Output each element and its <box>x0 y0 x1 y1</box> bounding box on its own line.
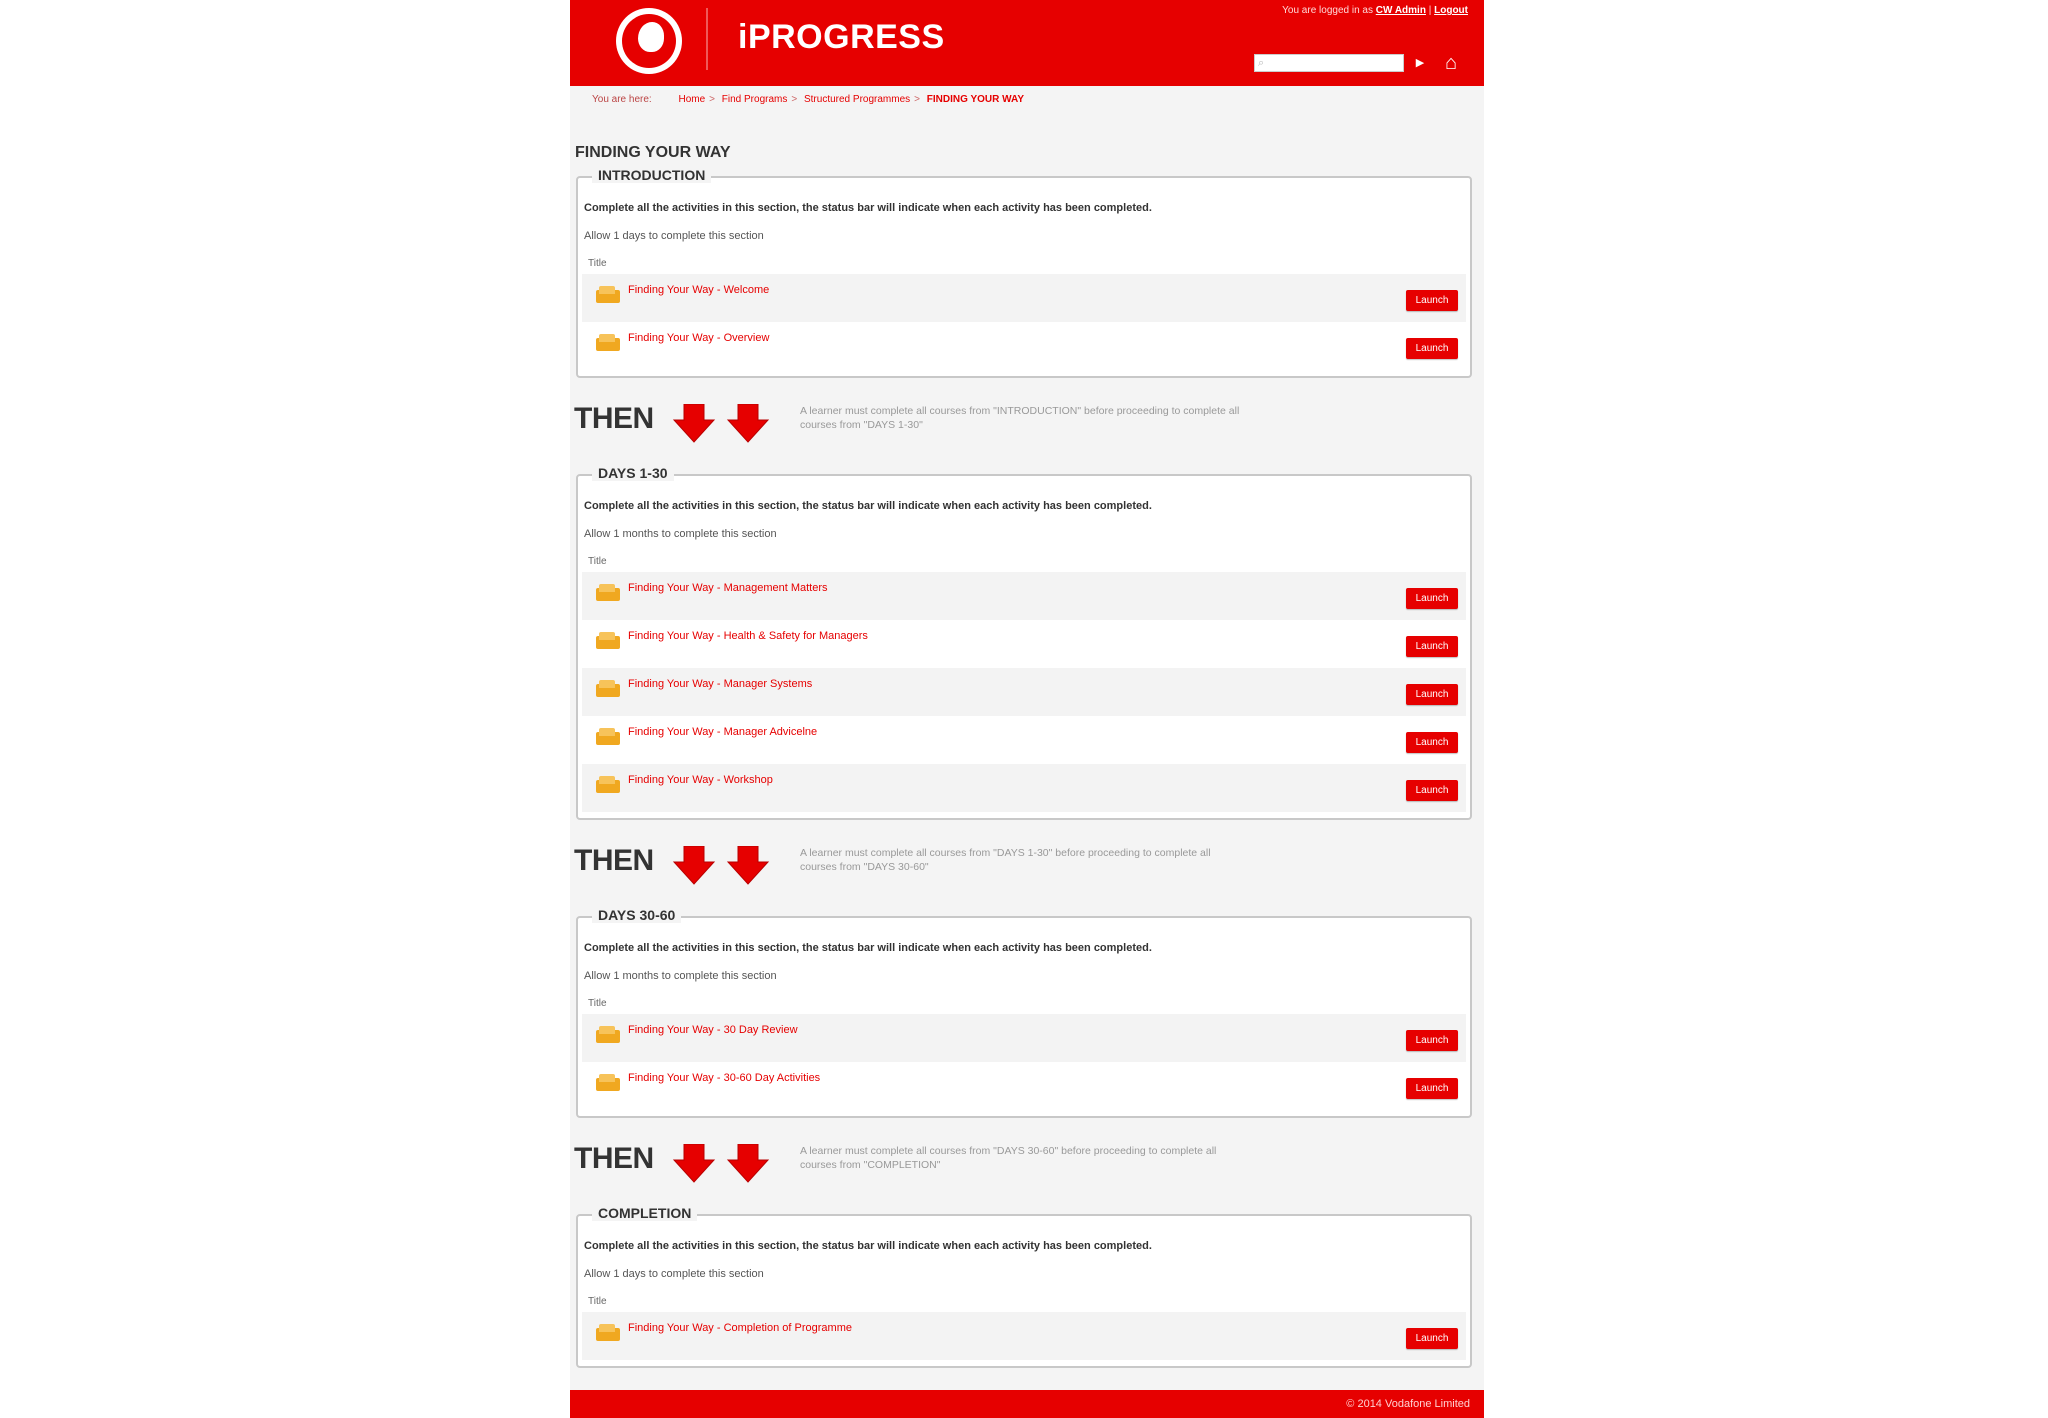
section-heading: COMPLETION <box>592 1205 697 1221</box>
launch-button[interactable]: Launch <box>1406 588 1458 609</box>
section-days-1-30 <box>576 465 1472 820</box>
then-label: THEN <box>574 844 654 877</box>
folder-icon <box>596 1074 620 1091</box>
launch-button[interactable]: Launch <box>1406 780 1458 801</box>
search-input[interactable] <box>1254 54 1404 72</box>
column-header-title: Title <box>588 556 607 567</box>
vodafone-logo[interactable] <box>616 8 682 74</box>
breadcrumb-find-programs[interactable]: Find Programs <box>721 94 788 105</box>
folder-icon <box>596 334 620 351</box>
folder-icon <box>596 632 620 649</box>
folder-icon <box>596 776 620 793</box>
breadcrumb-label: You are here: <box>592 94 652 105</box>
header-divider <box>706 8 708 70</box>
section-completion <box>576 1205 1472 1368</box>
activity-row <box>582 274 1466 322</box>
activity-row <box>582 322 1466 370</box>
section-allowance: Allow 1 months to complete this section <box>584 970 777 982</box>
logout-link[interactable]: Logout <box>1434 5 1468 16</box>
folder-icon <box>596 728 620 745</box>
launch-button[interactable]: Launch <box>1406 684 1458 705</box>
app-title: iPROGRESS <box>738 18 945 56</box>
breadcrumb-current: FINDING YOUR WAY <box>926 94 1025 105</box>
login-separator: | <box>1428 5 1432 16</box>
user-name-link[interactable]: CW Admin <box>1375 5 1426 16</box>
folder-icon <box>596 1324 620 1341</box>
column-header-title: Title <box>588 998 607 1009</box>
activity-title-link[interactable]: Finding Your Way - Health & Safety for Managers <box>628 630 868 642</box>
then-label: THEN <box>574 1142 654 1175</box>
down-arrow-icon <box>726 1144 770 1184</box>
prerequisite-note: A learner must complete all courses from "DAYS 30-60" before proceeding to complete all courses from "COMPLETION" <box>800 1145 1217 1171</box>
down-arrow-icon <box>672 1144 716 1184</box>
section-heading: DAYS 1-30 <box>592 465 674 481</box>
down-arrow-icon <box>672 846 716 886</box>
folder-icon <box>596 680 620 697</box>
section-heading: DAYS 30-60 <box>592 907 681 923</box>
breadcrumb <box>592 94 1024 105</box>
activity-list <box>582 572 1466 812</box>
login-prefix: You are logged in as <box>1282 5 1373 16</box>
column-header-title: Title <box>588 258 607 269</box>
search-icon: ⌕ <box>1258 57 1265 69</box>
section-description: Complete all the activities in this section, the status bar will indicate when each activity has been completed. <box>584 942 1152 954</box>
folder-icon <box>596 286 620 303</box>
down-arrow-icon <box>726 404 770 444</box>
section-days-30-60 <box>576 907 1472 1118</box>
activity-list <box>582 1014 1466 1110</box>
activity-title-link[interactable]: Finding Your Way - Manager Advicelne <box>628 726 818 738</box>
launch-button[interactable]: Launch <box>1406 1030 1458 1051</box>
login-status <box>1282 5 1468 16</box>
section-description: Complete all the activities in this section, the status bar will indicate when each activity has been completed. <box>584 500 1152 512</box>
page-title: FINDING YOUR WAY <box>575 144 731 161</box>
footer <box>570 1390 1484 1418</box>
section-allowance: Allow 1 days to complete this section <box>584 230 764 242</box>
breadcrumb-separator: > <box>914 94 920 105</box>
activity-row <box>582 572 1466 620</box>
activity-row <box>582 764 1466 812</box>
launch-button[interactable]: Launch <box>1406 338 1458 359</box>
then-divider <box>574 1142 1474 1198</box>
section-description: Complete all the activities in this section, the status bar will indicate when each activity has been completed. <box>584 1240 1152 1252</box>
header <box>570 0 1484 86</box>
breadcrumb-separator: > <box>791 94 798 105</box>
launch-button[interactable]: Launch <box>1406 1078 1458 1099</box>
then-divider <box>574 402 1474 458</box>
home-icon[interactable]: ⌂ <box>1444 52 1458 74</box>
folder-icon <box>596 1026 620 1043</box>
section-description: Complete all the activities in this section, the status bar will indicate when each activity has been completed. <box>584 202 1152 214</box>
column-header-title: Title <box>588 1296 607 1307</box>
launch-button[interactable]: Launch <box>1406 1328 1458 1349</box>
folder-icon <box>596 584 620 601</box>
section-introduction <box>576 167 1472 378</box>
launch-button[interactable]: Launch <box>1406 636 1458 657</box>
activity-list <box>582 1312 1466 1360</box>
activity-row <box>582 1062 1466 1110</box>
then-divider <box>574 844 1474 900</box>
breadcrumb-separator: > <box>709 94 715 105</box>
activity-row <box>582 1014 1466 1062</box>
activity-title-link[interactable]: Finding Your Way - 30 Day Review <box>628 1024 798 1036</box>
activity-title-link[interactable]: Finding Your Way - Welcome <box>628 284 770 296</box>
activity-title-link[interactable]: Finding Your Way - 30-60 Day Activities <box>628 1072 821 1084</box>
launch-button[interactable]: Launch <box>1406 732 1458 753</box>
activity-title-link[interactable]: Finding Your Way - Completion of Programme <box>628 1322 852 1334</box>
activity-list <box>582 274 1466 370</box>
page <box>570 0 1484 1418</box>
section-heading: INTRODUCTION <box>592 167 711 183</box>
section-allowance: Allow 1 months to complete this section <box>584 528 777 540</box>
footer-copyright: © 2014 Vodafone Limited <box>1346 1398 1470 1410</box>
activity-row <box>582 716 1466 764</box>
activity-title-link[interactable]: Finding Your Way - Overview <box>628 332 770 344</box>
activity-row <box>582 620 1466 668</box>
breadcrumb-structured-programmes[interactable]: Structured Programmes <box>803 94 911 105</box>
launch-button[interactable]: Launch <box>1406 290 1458 311</box>
activity-row <box>582 668 1466 716</box>
section-allowance: Allow 1 days to complete this section <box>584 1268 764 1280</box>
prerequisite-note: A learner must complete all courses from "INTRODUCTION" before proceeding to complete all courses from "DAYS 1-30" <box>800 405 1240 431</box>
breadcrumb-home[interactable]: Home <box>678 94 706 105</box>
prerequisite-note: A learner must complete all courses from "DAYS 1-30" before proceeding to complete all courses from "DAYS 30-60" <box>800 847 1211 873</box>
activity-title-link[interactable]: Finding Your Way - Workshop <box>628 774 773 786</box>
down-arrow-icon <box>672 404 716 444</box>
activity-title-link[interactable]: Finding Your Way - Management Matters <box>628 582 828 594</box>
activity-row <box>582 1312 1466 1360</box>
search-go-button[interactable]: ▶ <box>1415 57 1425 69</box>
down-arrow-icon <box>726 846 770 886</box>
activity-title-link[interactable]: Finding Your Way - Manager Systems <box>628 678 813 690</box>
then-label: THEN <box>574 402 654 435</box>
